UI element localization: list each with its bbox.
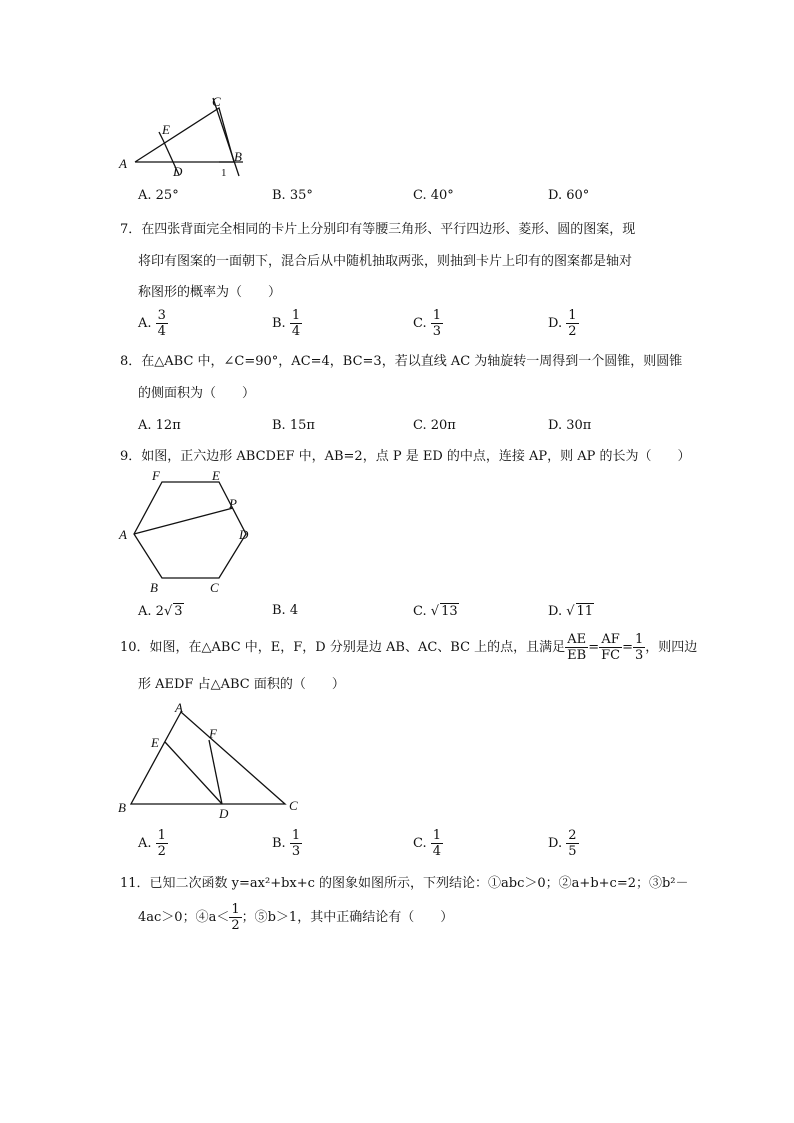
q7-option-c-fraction: $\frac{1}{3}$ [432,308,442,339]
q11-stem-pre: 4ac＞0；④a＜ [138,909,230,925]
q6-option-c[interactable]: C. 40° [413,188,454,203]
label-d: D [239,527,249,542]
q8-stem-line2: 的侧面积为（ ） [138,386,256,401]
q10-stem-line1 [120,632,697,663]
q10-stem-pre: 10．如图，在△ABC 中，E，F，D 分别是边 AB、AC、BC 上的点，且满足 [120,639,566,655]
q7-option-c-letter: C. [413,316,427,331]
q10-option-a-letter: A. [138,836,152,851]
q6-option-d[interactable]: D. 60° [548,188,590,203]
line-through-b [213,98,239,176]
q10-option-d-fraction: $\frac{2}{5}$ [568,828,577,859]
radical-sign: √ [163,604,173,619]
label-c: C [289,798,298,813]
q10-frac-af-fc: $\frac{AF}{FC}$ [601,632,621,663]
q9-option-a-letter: A. [138,604,152,619]
label-a: A [119,527,127,542]
q9-stem-line1: 9．如图，正六边形 ABCDEF 中，AB=2，点 P 是 ED 的中点，连接 AP，则 AP 的长为（ ） [120,449,691,464]
q7-option-b[interactable] [272,308,302,339]
q10-option-d-letter: D. [548,836,563,851]
label-c: C [210,580,219,595]
q7-option-a[interactable] [138,308,168,339]
q6-option-b[interactable]: B. 35° [272,188,313,203]
q7-option-d[interactable] [548,308,579,339]
q10-option-c-letter: C. [413,836,427,851]
q7-option-c[interactable] [413,308,443,339]
label-angle-1: 1 [221,167,227,179]
q9-option-b-value: 4 [289,603,299,618]
label-d: D [173,164,183,179]
q9-option-c[interactable] [413,603,459,620]
label-f: F [209,726,217,741]
q10-option-c[interactable] [413,828,443,859]
q10-frac-ae-eb: $\frac{AE}{EB}$ [567,632,587,663]
q10-option-b-letter: B. [272,836,286,851]
q7-stem-line2: 将印有图案的一面朝下，混合后从中随机抽取两张，则抽到卡片上印有的图案都是轴对 [138,254,633,269]
q11-stem-line2 [138,902,453,933]
q10-eq-1: = [588,639,600,655]
q10-stem-post: ，则四边 [645,639,698,655]
segment-ed [165,742,222,804]
radical-sign: √ [566,604,575,619]
q10-option-b-fraction: $\frac{1}{3}$ [291,828,301,859]
label-c: C [212,94,221,109]
q11-stem-line1: 11．已知二次函数 y=ax²+bx+c 的图象如图所示，下列结论：①abc＞0；②a+b+c=2；③b²－ [120,876,689,891]
radical-sign: √ [430,604,440,619]
q8-option-a[interactable]: A. 12π [138,418,181,433]
q8-stem-line1: 8．在△ABC 中，∠C=90°，AC=4，BC=3，若以直线 AC 为轴旋转一周得到一个圆锥，则圆锥 [120,354,683,369]
q10-option-d[interactable] [548,828,579,859]
figure-q9-hexagon [115,468,260,598]
q8-option-c[interactable]: C. 20π [413,418,456,433]
q7-option-a-fraction: $\frac{3}{4}$ [157,308,166,339]
q11-frac-one-half: $\frac{1}{2}$ [231,902,240,933]
label-p: P [229,496,237,511]
label-e: E [162,122,170,137]
q7-stem-line1: 7．在四张背面完全相同的卡片上分别印有等腰三角形、平行四边形、菱形、圆的图案，现 [120,222,636,237]
q11-stem-post: ；⑤b＞1，其中正确结论有（ ） [241,909,454,925]
q9-option-b[interactable] [272,603,298,619]
label-b: B [150,580,158,595]
triangle-abc [131,712,285,804]
q10-frac-one-third: $\frac{1}{3}$ [634,632,644,663]
q7-option-b-fraction: $\frac{1}{4}$ [291,308,301,339]
q9-option-a-radicand: 3 [174,604,183,619]
label-f: F [152,468,160,483]
q10-eq-2: = [622,639,633,655]
label-a: A [175,700,183,715]
q10-option-c-fraction: $\frac{1}{4}$ [432,828,442,859]
q9-option-c-radicand: 13 [441,604,458,619]
q7-option-b-letter: B. [272,316,286,331]
q9-option-d-radicand: 11 [576,604,594,619]
q10-stem-line2: 形 AEDF 占△ABC 面积的（ ） [138,677,345,692]
q10-option-a[interactable] [138,828,168,859]
q9-option-b-letter: B. [272,603,286,618]
q9-option-d-letter: D. [548,604,563,619]
label-b: B [118,800,126,815]
q9-option-c-letter: C. [413,604,427,619]
q9-option-a-coef: 2 [155,604,164,619]
q7-stem-line3: 称图形的概率为（ ） [138,285,282,300]
label-a: A [119,156,127,171]
label-e: E [151,735,159,750]
q8-option-b[interactable]: B. 15π [272,418,315,433]
q9-option-d[interactable] [548,603,594,620]
q10-option-b[interactable] [272,828,302,859]
q9-option-a[interactable] [138,603,184,620]
label-b: B [234,149,242,164]
segment-fd [209,740,222,804]
segment-ap [134,508,233,534]
figure-q10-triangle [115,700,315,825]
label-d: D [219,806,229,821]
q8-option-d[interactable]: D. 30π [548,418,592,433]
q7-option-a-letter: A. [138,316,152,331]
label-e: E [212,468,220,483]
q10-option-a-fraction: $\frac{1}{2}$ [157,828,166,859]
q7-option-d-letter: D. [548,316,563,331]
q6-option-a[interactable]: A. 25° [138,188,179,203]
q7-option-d-fraction: $\frac{1}{2}$ [568,308,577,339]
figure-q6 [115,92,255,180]
